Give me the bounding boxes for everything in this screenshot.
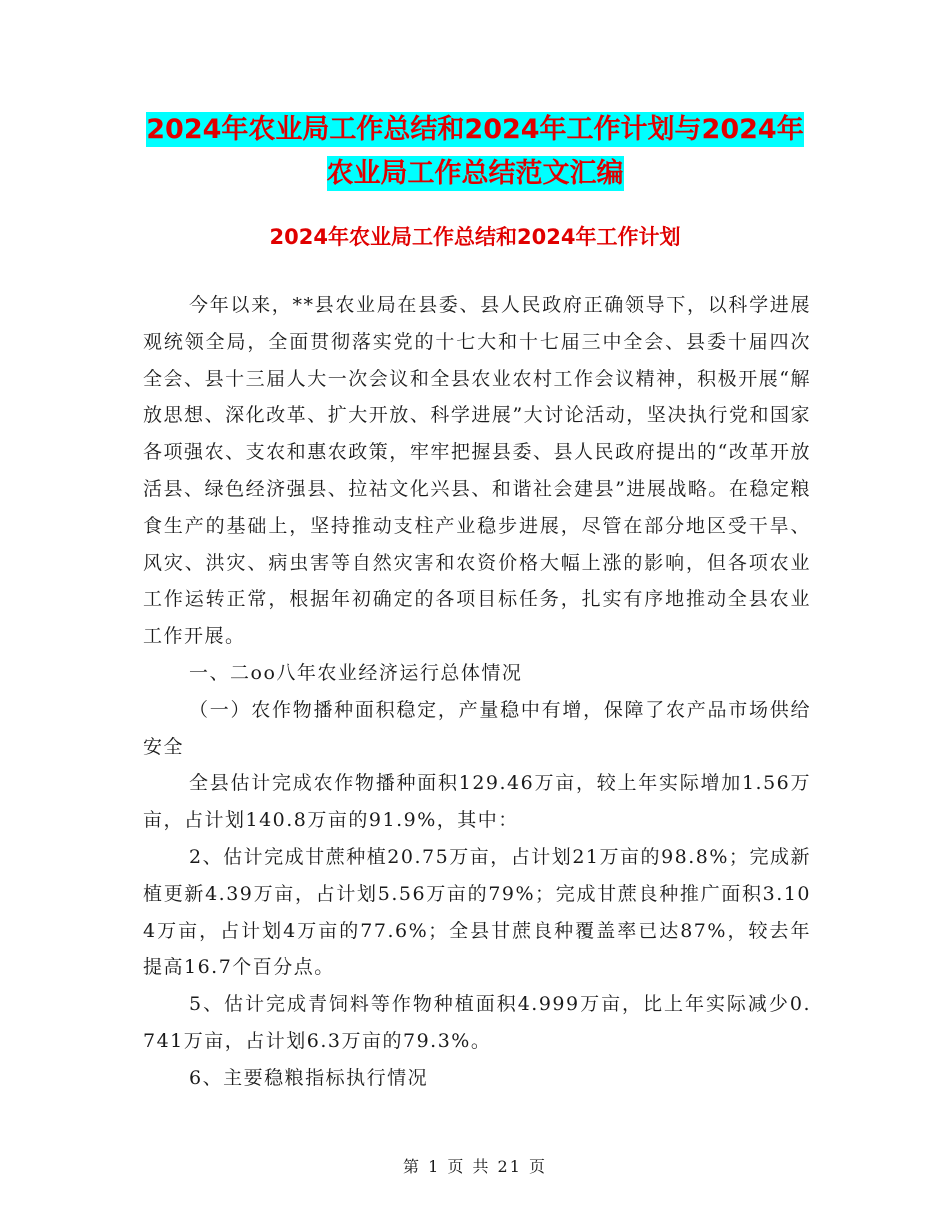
paragraph-planting-area: 全县估计完成农作物播种面积129.46万亩，较上年实际增加1.56万亩，占计划140.8万亩的91.9%，其中： bbox=[143, 772, 811, 832]
paragraph-forage: 5、估计完成青饲料等作物种植面积4.999万亩，比上年实际减少0.741万亩，占计划6.3万亩的79.3%。 bbox=[143, 993, 811, 1052]
section-title: 2024年农业局工作总结和2024年工作计划 bbox=[269, 225, 681, 249]
document-body bbox=[143, 287, 811, 1097]
heading-subsection-1: （一）农作物播种面积稳定，产量稳中有增，保障了农产品市场供给安全 bbox=[143, 698, 811, 758]
page-footer: 第 1 页 共 21 页 bbox=[403, 1157, 547, 1176]
document-title-line-2 bbox=[0, 156, 950, 192]
title-highlight-1: 2024年农业局工作总结和2024年工作计划与2024年 bbox=[146, 114, 804, 145]
paragraph-intro: 今年以来，**县农业局在县委、县人民政府正确领导下，以科学进展观统领全局，全面贯彻落实党的十七大和十七届三中全会、县委十届四次全会、县十三届人大一次会议和全县农业农村工作会议精神，积极开展“解放思想、深化改革、扩大开放、科学进展”大讨论活动，坚决执行党和国家各项强农、支农和惠农政策，牢牢把握县委、县人民政府提出的“改革开放活县、绿色经济强县、拉祜文化兴县、和谐社会建县”进展战略。在稳定粮食生产的基础上，坚持推动支柱产业稳步进展，尽管在部分地区受干旱、风灾、洪灾、病虫害等自然灾害和农资价格大幅上涨的影响，但各项农业工作运转正常，根据年初确定的各项目标任务，扎实有序地推动全县农业工作开展。 bbox=[143, 294, 811, 648]
paragraph-sugarcane: 2、估计完成甘蔗种植20.75万亩，占计划21万亩的98.8%；完成新植更新4.39万亩，占计划5.56万亩的79%；完成甘蔗良种推广面积3.104万亩，占计划4万亩的77.6%；全县甘蔗良种覆盖率已达87%，较去年提高16.7个百分点。 bbox=[143, 845, 811, 979]
title-highlight-2: 农业局工作总结范文汇编 bbox=[326, 158, 624, 189]
heading-section-1: 一、二oo八年农业经济运行总体情况 bbox=[189, 661, 523, 684]
document-title-line-1 bbox=[0, 112, 950, 148]
paragraph-grain-indicators: 6、主要稳粮指标执行情况 bbox=[189, 1066, 429, 1089]
